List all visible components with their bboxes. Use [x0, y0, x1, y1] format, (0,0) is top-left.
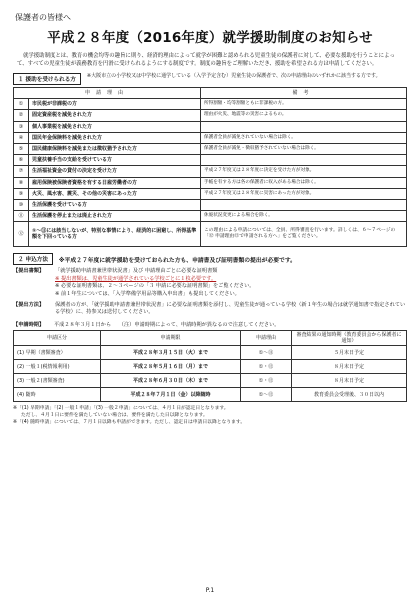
row-remark	[201, 199, 407, 210]
table-row	[14, 188, 407, 199]
row-number: ②	[14, 110, 29, 121]
submit-line-2: ※ 提出書類は、児童生徒が通学されている学校ごとに１枚必要です。	[55, 275, 217, 282]
row-number: ⑨	[14, 188, 29, 199]
row-remark	[201, 155, 407, 166]
section2-note: ※平成２７年度に就学援助を受けておられた方も、申請書及び証明書類の提出が必要です。	[58, 257, 296, 264]
row-reason: 火災、風水害、震災、その他の災害にあった方	[29, 188, 201, 199]
row-number: ③	[14, 121, 29, 132]
row-remark: 平成２７年度又は２８年度に決定を受けた方が対象。	[201, 166, 407, 177]
row-reason: ①～⑪には該当しないが、特別な事情により、経済的に困窮し、所得基準額を下回っている方	[29, 222, 201, 247]
app-header-row	[14, 330, 407, 345]
app-reason: ①・⑫	[241, 359, 292, 373]
row-reason: 生活福祉資金の貸付の決定を受けた方	[29, 166, 201, 177]
row-reason: 国民年金保険料を減免された方	[29, 132, 201, 143]
table-row	[14, 177, 407, 188]
table-row	[14, 143, 407, 154]
row-remark: 平成２７年度又は２８年度に災害にあった方が対象。	[201, 188, 407, 199]
app-notice: ８月末日予定	[292, 359, 407, 373]
submit-label: 【提出書類】	[13, 268, 45, 275]
row-reason: 生活保護を受けている方	[29, 199, 201, 210]
app-reason: ①～⑫	[241, 387, 292, 401]
app-header-reason: 申請理由	[241, 330, 292, 345]
row-number: ⑦	[14, 166, 29, 177]
row-remark: 所得割額・均等割額ともに非課税の方。	[201, 99, 407, 110]
app-kind: (4) 随時	[14, 387, 101, 401]
method-label: 【提出方法】	[13, 301, 45, 308]
intro-paragraph: 就学援助制度とは、教育の機会均等の趣旨に則り、経済的理由によって就学が困難と認められる児童生徒の保護者に対して、必要な援助を行うことによって、すべての児童生徒が義務教育を円滑に受けられるようにする制度です。制度の趣旨をご理解いただき、援助を希望される方は申請してください。	[17, 53, 395, 67]
page-title: 平成２８年度（2016年度）就学援助制度のお知らせ	[47, 30, 373, 46]
row-reason: 個人事業税を減免された方	[29, 121, 201, 132]
row-remark: 手帳を有する方は各の保護者に収入がある場合は除く。	[201, 177, 407, 188]
footnote-3: ※「(4) 随時申請」については、７月１日以降も申請ができます。ただし、認定日は申請日以降となります。	[13, 420, 246, 426]
row-number: ④	[14, 132, 29, 143]
table-row	[14, 155, 407, 166]
app-row	[14, 373, 407, 387]
row-remark	[201, 121, 407, 132]
app-kind: (2) 一般１(税情報利用)	[14, 359, 101, 373]
app-deadline: 平成２８年５月１６日（月）まで	[101, 359, 241, 373]
row-reason: 児童扶養手当の支給を受けている方	[29, 155, 201, 166]
footnotes	[13, 405, 407, 427]
submit-line-1: 「就学援助申請書兼世帯状況書」及び 申請理由ごとに必要な証明書類	[55, 268, 218, 275]
row-number: ⑤	[14, 143, 29, 154]
row-remark: 保護者全員が減免・徴収猶予されていない場合は除く。	[201, 143, 407, 154]
row-remark: 休廃状況変更による場合を除く。	[201, 211, 407, 222]
table-row	[14, 132, 407, 143]
table-row	[14, 211, 407, 222]
row-reason: 生活保護を停止または廃止された方	[29, 211, 201, 222]
app-deadline: 平成２８年６月３０日（木）まで	[101, 373, 241, 387]
row-number: ⑫	[14, 222, 29, 247]
section1-header	[13, 73, 407, 85]
table-row	[14, 199, 407, 210]
app-notice: ８月末日予定	[292, 373, 407, 387]
app-kind: (1) 早期（書類審査）	[14, 345, 101, 359]
row-number: ⑥	[14, 155, 29, 166]
section1-note: ※大阪市立の小学校又は中学校に通学している（入学予定含む）児童生徒の保護者で、次の申請理由のいずれかに該当する方です。	[86, 73, 381, 79]
table-row	[14, 99, 407, 110]
app-reason: ①～⑪	[241, 345, 292, 359]
row-remark: この理由による申請については、全員、所得審査を行います。詳しくは、６～７ページの「⑫ 申請理由⑫で申請される方へ」をご覧ください。	[201, 222, 407, 247]
submit-line-3: ※ 必要な証明書類は、２～３ページの「３ 申請に必要な証明書類」をご覧ください。	[55, 283, 255, 290]
app-deadline: 平成２８年７月１日（金）以降随時	[101, 387, 241, 401]
app-reason: ①・⑫	[241, 373, 292, 387]
table-row	[14, 166, 407, 177]
row-reason: 市民税が非課税の方	[29, 99, 201, 110]
app-notice: ５月末日予定	[292, 345, 407, 359]
period-label: 【申請時期】	[13, 321, 45, 328]
row-number: ⑧	[14, 177, 29, 188]
table-row	[14, 121, 407, 132]
table-row-special	[14, 222, 407, 247]
submit-documents-block	[13, 268, 407, 298]
submit-method-block	[13, 302, 407, 317]
application-period	[13, 321, 407, 328]
row-number: ①	[14, 99, 29, 110]
row-reason: 固定資産税を減免された方	[29, 110, 201, 121]
app-row	[14, 345, 407, 359]
app-row	[14, 359, 407, 373]
submit-line-4: ※ 前１年生については、「入学準備学用品等購入申出書」も提出してください。	[55, 291, 240, 298]
greeting: 保護者の皆様へ	[15, 13, 71, 22]
section2-label: ２ 申込方法	[13, 253, 53, 265]
row-reason: 雇用保険被保険者資格を有する日雇労働者の方	[29, 177, 201, 188]
app-header-notice: 審査結果の通知時期（教育委員会から保護者に通知）	[292, 330, 407, 345]
row-number: ⑩	[14, 199, 29, 210]
requirements-table	[13, 87, 407, 247]
footnote-2: ただし、４月１日に要件を満たしていない場合は、要件を満たした日以降となります。	[21, 413, 208, 419]
table-header-row	[14, 88, 407, 99]
requirements-body	[14, 99, 407, 247]
section2-header	[13, 253, 407, 265]
table-row	[14, 110, 407, 121]
application-table	[13, 330, 407, 402]
period-text: 平成２８年３月１日から （注）申請時期によって、申請時期が異なるので注意してください。	[53, 321, 280, 328]
section1-label: １ 援助を受けられる方	[13, 73, 81, 85]
footnote-1: ※「(1) 早期申請」「(2) 一般１申請」「(3) 一般２申請」については、４月１日が認定日となります。	[13, 405, 229, 411]
page-number: P.1	[205, 587, 215, 594]
method-text: 保護者の方が、「就学援助申請書兼世帯状況書」に必要な証明書類を添付し、児童生徒が通っている学校（新１年生の場合は就学通知書で指定されている学校）に、持参又は送付してください。	[55, 301, 406, 316]
header-reason: 申請理由	[14, 88, 201, 99]
app-kind: (3) 一般２(書類審査)	[14, 373, 101, 387]
header-remark: 備考	[201, 88, 407, 99]
app-deadline: 平成２８年３月１５日（火）まで	[101, 345, 241, 359]
app-notice: 教育委員会受理後、３０日以内	[292, 387, 407, 401]
app-header-kind: 申請区分	[14, 330, 101, 345]
app-row	[14, 387, 407, 401]
row-reason: 国民健康保険料を減免または徴収猶予された方	[29, 143, 201, 154]
row-remark: 理由が火災、地震等の災害によるもの。	[201, 110, 407, 121]
application-body	[14, 345, 407, 401]
app-header-deadline: 申請期限	[101, 330, 241, 345]
row-remark: 保護者全員が減免されていない場合は除く。	[201, 132, 407, 143]
row-number: ⑪	[14, 211, 29, 222]
